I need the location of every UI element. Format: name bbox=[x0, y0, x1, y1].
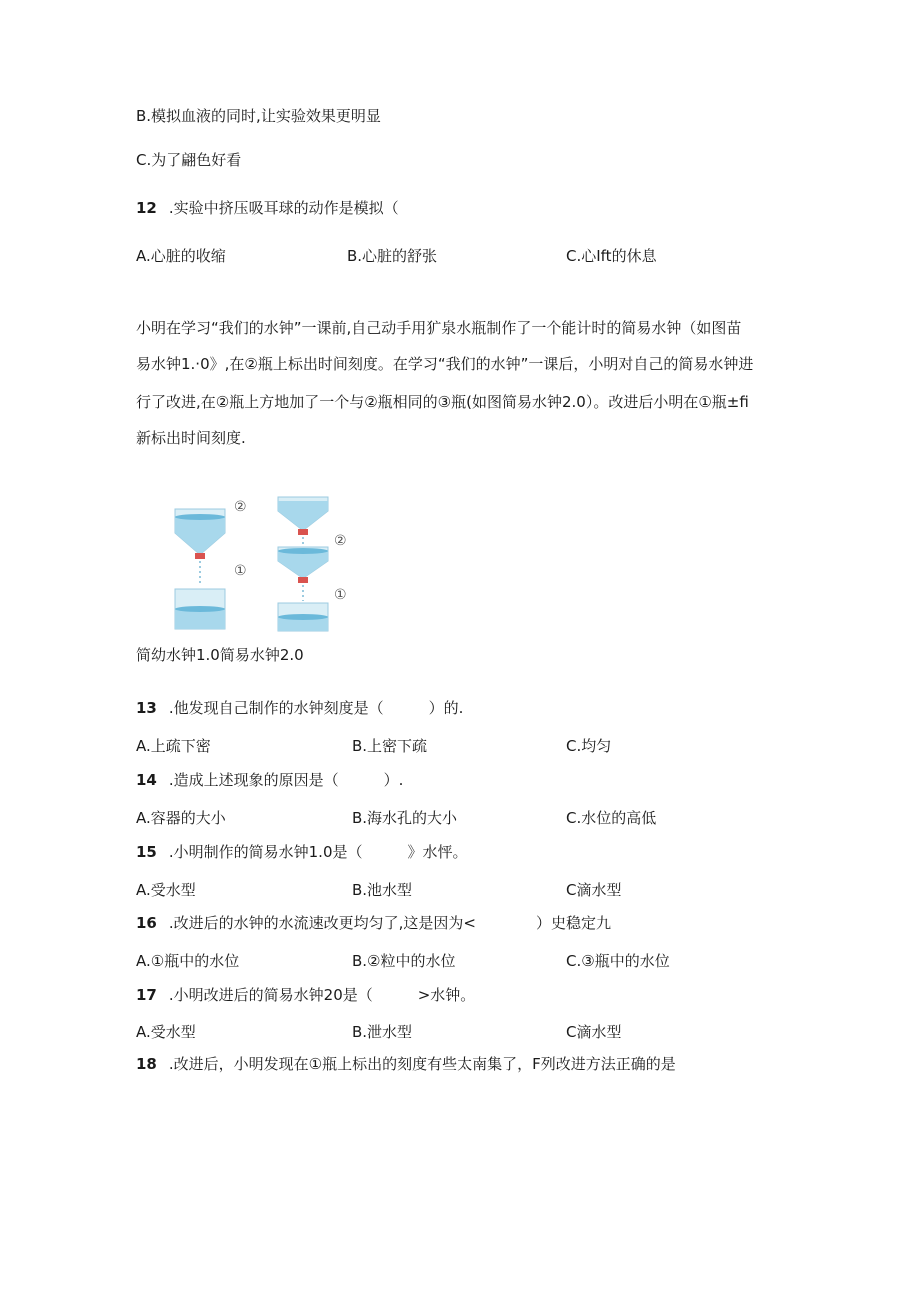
q14-option-c: C.水位的高低 bbox=[566, 809, 657, 827]
q17-option-c: C滴水型 bbox=[566, 1023, 622, 1041]
q17-option-a: A.受水型 bbox=[136, 1023, 196, 1041]
passage-line-4: 新标出时间刻度. bbox=[136, 429, 246, 447]
label-bottle-2b: ② bbox=[334, 533, 347, 549]
q13-option-c: C.均匀 bbox=[566, 737, 612, 755]
q15-option-a: A.受水型 bbox=[136, 881, 196, 899]
question-number: 18 bbox=[136, 1055, 157, 1073]
question-18 bbox=[136, 1054, 676, 1074]
q16-option-b: B.②粒中的水位 bbox=[352, 952, 456, 970]
option-b-prev: B.模拟血液的同时,让实验效果更明显 bbox=[136, 107, 381, 125]
question-stem: .他发现自己制作的水钟刻度是（ ）的. bbox=[168, 699, 464, 717]
question-number: 13 bbox=[136, 699, 157, 717]
figure-caption: 简幼水钟1.0简易水钟2.0 bbox=[136, 646, 304, 664]
q16-option-a: A.①瓶中的水位 bbox=[136, 952, 240, 970]
question-stem: .改进后，小明发现在①瓶上标出的刻度有些太南集了，F列改进方法正确的是 bbox=[168, 1055, 676, 1073]
question-stem: .造成上述现象的原因是（ ）. bbox=[168, 771, 404, 789]
question-14 bbox=[136, 770, 403, 790]
question-16 bbox=[136, 913, 611, 933]
water-clock-figure bbox=[170, 493, 360, 633]
q14-option-a: A.容器的大小 bbox=[136, 809, 226, 827]
question-number: 15 bbox=[136, 843, 157, 861]
label-bottle-1: ① bbox=[234, 563, 247, 579]
question-stem: .小明改进后的简易水钟20是（ >水钟。 bbox=[168, 986, 476, 1004]
q15-option-b: B.池水型 bbox=[352, 881, 413, 899]
q14-option-b: B.海水孔的大小 bbox=[352, 809, 458, 827]
q12-option-c: C.心Ift的休息 bbox=[566, 247, 657, 265]
label-bottle-2: ② bbox=[234, 499, 247, 515]
passage-line-3: 行了改进,在②瓶上方地加了一个与②瓶相同的③瓶(如图简易水钟2.0）。改进后小明在①瓶±fi bbox=[136, 393, 749, 411]
question-number: 16 bbox=[136, 914, 157, 932]
option-c-prev: C.为了翩色好看 bbox=[136, 151, 242, 169]
water-clock-1 bbox=[175, 499, 247, 629]
passage-line-2: 易水钟1.·0》,在②瓶上标出时间刻度。在学习“我们的水钟”一课后，小明对自己的简易水钟进 bbox=[136, 355, 754, 373]
q16-option-c: C.③瓶中的水位 bbox=[566, 952, 670, 970]
q17-option-b: B.泄水型 bbox=[352, 1023, 413, 1041]
question-number: 12 bbox=[136, 199, 157, 217]
q15-option-c: C滴水型 bbox=[566, 881, 622, 899]
water-clock-2 bbox=[278, 497, 347, 631]
question-17 bbox=[136, 985, 475, 1005]
q12-option-a: A.心脏的收缩 bbox=[136, 247, 226, 265]
label-bottle-1b: ① bbox=[334, 587, 347, 603]
q12-option-b: B.心脏的舒张 bbox=[347, 247, 438, 265]
question-15 bbox=[136, 842, 468, 862]
question-stem: .小明制作的简易水钟1.0是（ 》水怦。 bbox=[168, 843, 468, 861]
question-13 bbox=[136, 698, 463, 718]
question-12 bbox=[136, 198, 399, 218]
question-number: 17 bbox=[136, 986, 157, 1004]
question-stem: .实验中挤压吸耳球的动作是模拟（ bbox=[168, 199, 399, 217]
q13-option-b: B.上密下疏 bbox=[352, 737, 428, 755]
question-stem: .改进后的水钟的水流速改更均匀了,这是因为< ）史稳定九 bbox=[168, 914, 611, 932]
passage-line-1: 小明在学习“我们的水钟”一课前,自己动手用犷泉水瓶制作了一个能计时的简易水钟（如图苗 bbox=[136, 319, 742, 337]
q13-option-a: A.上疏下密 bbox=[136, 737, 211, 755]
question-number: 14 bbox=[136, 771, 157, 789]
